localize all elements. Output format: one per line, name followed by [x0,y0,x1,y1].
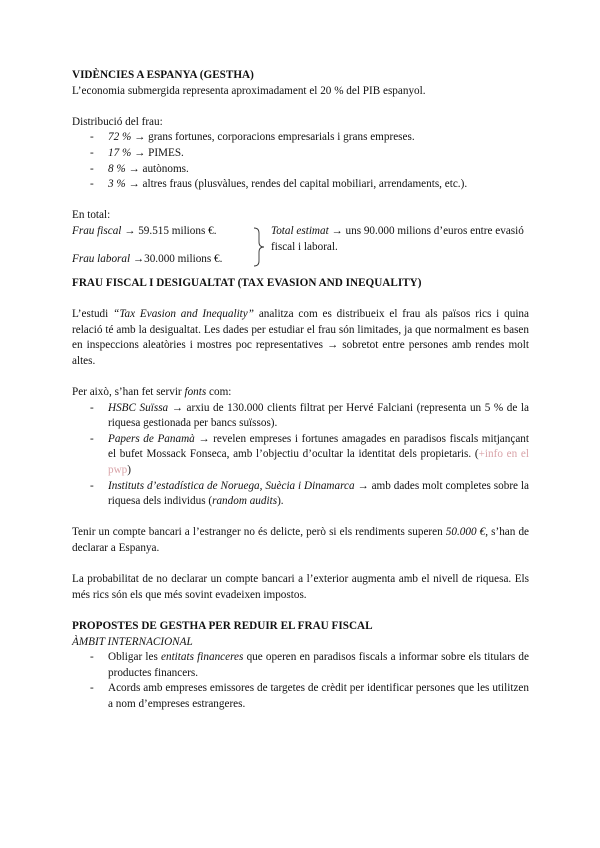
info-link[interactable]: +info en el pwp [108,448,529,477]
study-paragraph: L’estudi “Tax Evasion and Inequality” analitza com es distribueix el frau als països rics i quina relació té amb la desigualtat. Les dades per estudiar el frau són limitades, ja que normalment es basen en inspeccions aleatòries i mostres poc representatives → sobretot entre persones amb rendes molt altes. [72,308,529,367]
sources-intro: Per això, s’han fet servir fonts com: [72,386,232,399]
document-page [72,68,529,713]
intro-paragraph: L’economia submergida representa aproximadament el 20 % del PIB espanyol. [72,84,426,97]
list-item: - Papers de Panamà → revelen empreses i fortunes amagades en paradisos fiscals mitjançant el bufet Mossack Fonseca, amb l’objectiu d’ocultar la identitat dels propietaris. (+info en el pwp) [90,432,529,477]
list-item: - 72 % → grans fortunes, corporacions empresarials i grans empreses. [90,131,415,144]
subheading-international: ÀMBIT INTERNACIONAL [72,635,193,648]
total-estimate: Total estimat → uns 90.000 milions d’euros entre evasió fiscal i laboral. [271,224,524,253]
list-item: - 8 % → autònoms. [90,162,189,175]
section-heading-inequality: FRAU FISCAL I DESIGUALTAT (TAX EVASION AND INEQUALITY) [72,276,422,289]
list-item: - Obligar les entitats financeres que operen en paradisos fiscals a informar sobre els titulars de productes financers. [90,651,529,679]
sources-list [72,401,529,510]
probability-paragraph: La probabilitat de no declarar un compte bancari a l’exterior augmenta amb el nivell de riquesa. Els més rics són els que més sovint evadeixen impostos. [72,573,529,601]
distribution-list [72,130,529,192]
proposals-list [72,650,529,712]
list-item: - Acords amb empreses emissores de targetes de crèdit per identificar persones que les utilitzen a nom d’empreses estrangeres. [90,682,529,710]
curly-brace-icon [252,227,266,267]
section-heading-proposals: PROPOSTES DE GESTHA PER REDUIR EL FRAU FISCAL [72,620,373,632]
total-label: En total: [72,209,111,222]
list-item: - HSBC Suïssa → arxiu de 130.000 clients filtrat per Hervé Falciani (representa un 5 % de la riquesa gestionada per bancs suïssos). [90,401,529,430]
totals-block [72,224,529,270]
list-item: - 17 % → PIMES. [90,146,184,159]
bank-account-paragraph: Tenir un compte bancari a l’estranger no és delicte, però si els rendiments superen 50.000 €, s’han de declarar a Espanya. [72,526,530,555]
section-heading-evidences: VIDÈNCIES A ESPANYA (GESTHA) [72,69,254,81]
distribution-label: Distribució del frau: [72,115,163,128]
list-item: - Instituts d’estadística de Noruega, Suècia i Dinamarca → amb dades molt completes sobre la riquesa dels individus (random audits). [90,479,529,508]
list-item: - 3 % → altres fraus (plusvàlues, rendes del capital mobiliari, arrendaments, etc.). [90,178,468,191]
fiscal-fraud-line: Frau fiscal → 59.515 milions €. [72,224,217,237]
labour-fraud-line: Frau laboral →30.000 milions €. [72,252,223,265]
